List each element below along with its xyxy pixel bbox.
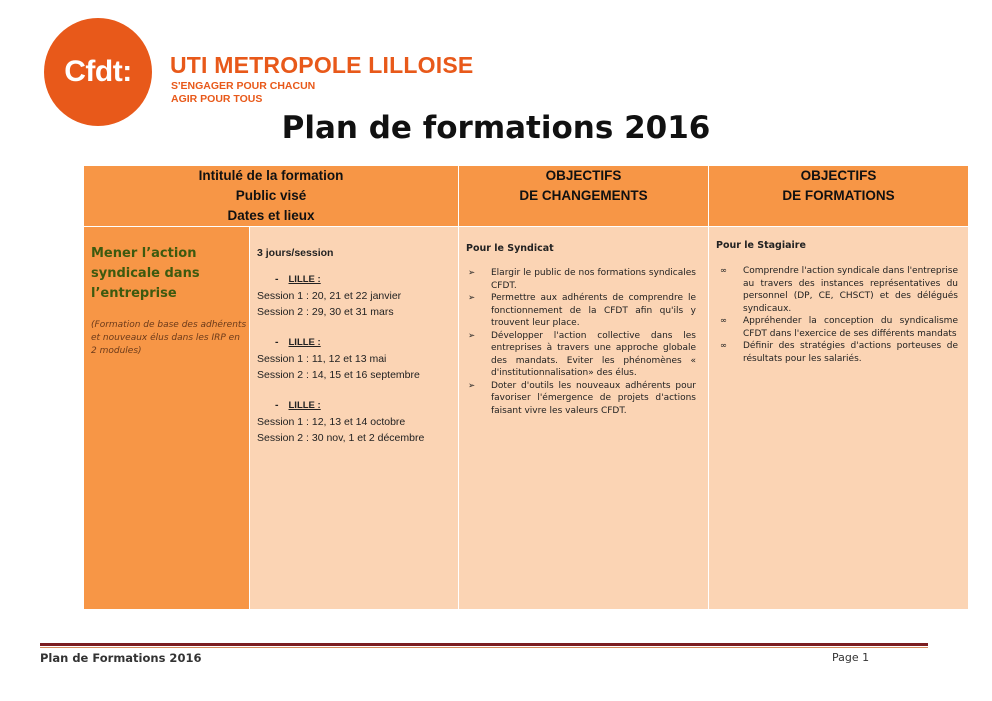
header-line: Public visé xyxy=(235,188,307,203)
list-item: ➢ Elargir le public de nos formations syndicales CFDT. xyxy=(468,268,696,291)
dash: - xyxy=(275,336,279,348)
session-line: Session 1 : 12, 13 et 14 octobre xyxy=(257,416,406,428)
course-title xyxy=(91,244,247,304)
footer-rule-accent xyxy=(40,647,928,648)
list-item: ∞ Comprendre l'action syndicale dans l'entreprise au travers des instances représentatives du personnel (DP, CE, CHSCT) et des délégués syndicaux. xyxy=(720,266,958,314)
header-line: DE FORMATIONS xyxy=(782,188,895,203)
list-item: ➢ Développer l'action collective dans les entreprises à travers une approche globale des mandats. Eviter les phénomènes « d'institutionnalisation» des élus. xyxy=(468,330,696,378)
course-cell xyxy=(84,227,249,609)
tagline-2: AGIR POUR TOUS xyxy=(171,93,263,105)
training-plan-table xyxy=(84,166,968,609)
infinity-bullet-icon: ∞ xyxy=(720,341,728,351)
course-audience-note: (Formation de base des adhérents et nouveaux élus dans les IRP en 2 modules) xyxy=(91,320,247,356)
changes-cell xyxy=(459,227,708,609)
course-title-line: Mener l’action xyxy=(91,246,197,261)
dash: - xyxy=(275,273,279,285)
session-group xyxy=(257,334,457,383)
list-item: ∞ Appréhender la conception du syndicalisme CFDT dans l'exercice de ses différents mandats xyxy=(720,316,958,339)
header-line: Intitulé de la formation xyxy=(198,168,344,183)
header-line: OBJECTIFS xyxy=(800,168,877,183)
dash: - xyxy=(275,399,279,411)
header-changes xyxy=(459,166,708,226)
session-line: Session 1 : 20, 21 et 22 janvier xyxy=(257,290,402,302)
header-formation xyxy=(84,166,458,226)
arrow-bullet-icon: ➢ xyxy=(468,330,476,341)
city-label: LILLE : xyxy=(288,337,321,348)
header-line: Dates et lieux xyxy=(227,208,315,223)
footer-title: Plan de Formations 2016 xyxy=(40,651,202,665)
header-training-objectives xyxy=(709,166,968,226)
session-line: Session 2 : 14, 15 et 16 septembre xyxy=(257,369,420,381)
cfdt-logo: Cfdt: xyxy=(44,18,152,126)
header-line: DE CHANGEMENTS xyxy=(519,188,648,203)
infinity-bullet-icon: ∞ xyxy=(720,316,728,326)
list-item: ∞ Définir des stratégies d'actions porteuses de résultats pour les salariés. xyxy=(720,341,958,364)
training-heading: Pour le Stagiaire xyxy=(716,240,806,251)
schedule-cell xyxy=(250,227,458,609)
changes-list xyxy=(466,267,696,417)
org-name: UTI METROPOLE LILLOISE xyxy=(170,52,474,78)
course-title-line: l’entreprise xyxy=(91,286,177,301)
session-line: Session 2 : 30 nov, 1 et 2 décembre xyxy=(257,432,425,444)
city-label: LILLE : xyxy=(288,274,321,285)
infinity-bullet-icon: ∞ xyxy=(720,266,728,276)
session-group xyxy=(257,397,457,446)
list-item: ➢ Doter d'outils les nouveaux adhérents pour favoriser l'émergence de projets d'actions faisant vivre les valeurs CFDT. xyxy=(468,380,696,416)
header-line: OBJECTIFS xyxy=(545,168,622,183)
city-label: LILLE : xyxy=(288,400,321,411)
session-duration: 3 jours/session xyxy=(257,247,334,259)
arrow-bullet-icon: ➢ xyxy=(468,293,476,303)
training-list xyxy=(718,265,958,365)
training-objectives-cell xyxy=(709,227,968,609)
footer-rule xyxy=(40,643,928,646)
page-title: Plan de formations 2016 xyxy=(281,110,711,146)
session-line: Session 1 : 11, 12 et 13 mai xyxy=(257,353,387,365)
session-line: Session 2 : 29, 30 et 31 mars xyxy=(257,306,394,318)
course-title-line: syndicale dans xyxy=(91,266,200,281)
page-number: Page 1 xyxy=(832,651,870,664)
list-item: ➢ Permettre aux adhérents de comprendre le fonctionnement de la CFDT afin qu'ils y trouvent leur place. xyxy=(468,293,696,328)
arrow-bullet-icon: ➢ xyxy=(468,380,476,391)
tagline-1: S'ENGAGER POUR CHACUN xyxy=(171,80,316,92)
changes-heading: Pour le Syndicat xyxy=(466,243,554,254)
session-group xyxy=(257,271,457,320)
arrow-bullet-icon: ➢ xyxy=(468,268,476,278)
